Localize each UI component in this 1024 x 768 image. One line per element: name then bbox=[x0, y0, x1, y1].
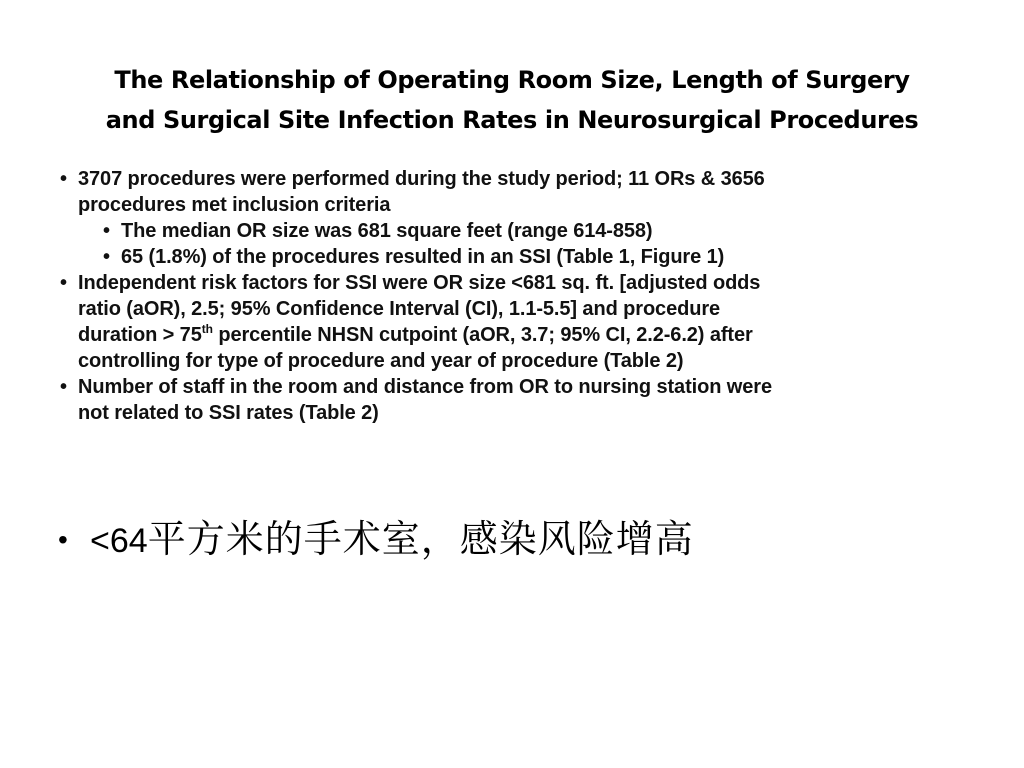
finding-item bbox=[58, 270, 948, 374]
ordinal-suffix: th bbox=[201, 322, 213, 336]
main-bullet bbox=[58, 514, 694, 566]
finding-subitem-text: The median OR size was 681 square feet (range 614-858) bbox=[121, 220, 653, 242]
finding-subitem bbox=[58, 218, 948, 244]
bullet-marker: • bbox=[103, 246, 110, 268]
main-bullet-prefix: <64 bbox=[90, 522, 148, 560]
finding-text-line: procedures met inclusion criteria bbox=[78, 194, 391, 216]
finding-text-line: Number of staff in the room and distance from OR to nursing station were bbox=[78, 376, 772, 398]
finding-text-segment: percentile NHSN cutpoint (aOR, 3.7; 95% CI, 2.2-6.2) after bbox=[212, 324, 753, 346]
findings-image bbox=[58, 166, 948, 460]
finding-text-line: 3707 procedures were performed during the study period; 11 ORs & 3656 bbox=[78, 168, 765, 190]
finding-subitem-text: 65 (1.8%) of the procedures resulted in an SSI (Table 1, Figure 1) bbox=[121, 246, 725, 268]
finding-subitem bbox=[58, 244, 948, 270]
finding-text-line bbox=[78, 322, 948, 348]
finding-text-line: Independent risk factors for SSI were OR size <681 sq. ft. [adjusted odds bbox=[78, 272, 761, 294]
finding-text-line: controlling for type of procedure and year of procedure (Table 2) bbox=[78, 350, 684, 372]
finding-item bbox=[58, 374, 948, 426]
bullet-marker: • bbox=[60, 168, 67, 190]
finding-text-line: ratio (aOR), 2.5; 95% Confidence Interval (CI), 1.1-5.5] and procedure bbox=[78, 298, 721, 320]
bullet-marker: • bbox=[103, 220, 110, 242]
finding-item bbox=[58, 166, 948, 218]
bullet-marker: • bbox=[60, 376, 67, 398]
main-bullet-text: 平方米的手术室，感染风险增高 bbox=[147, 517, 694, 561]
finding-text-line: not related to SSI rates (Table 2) bbox=[78, 402, 379, 424]
bullet-marker: • bbox=[60, 272, 67, 294]
bullet-marker: • bbox=[58, 524, 68, 555]
slide-title bbox=[40, 60, 984, 140]
finding-text-segment: duration > 75 bbox=[78, 324, 202, 346]
slide-title-line-2: and Surgical Site Infection Rates in Neurosurgical Procedures bbox=[105, 106, 919, 134]
slide-title-line-1: The Relationship of Operating Room Size, Length of Surgery bbox=[114, 66, 910, 94]
